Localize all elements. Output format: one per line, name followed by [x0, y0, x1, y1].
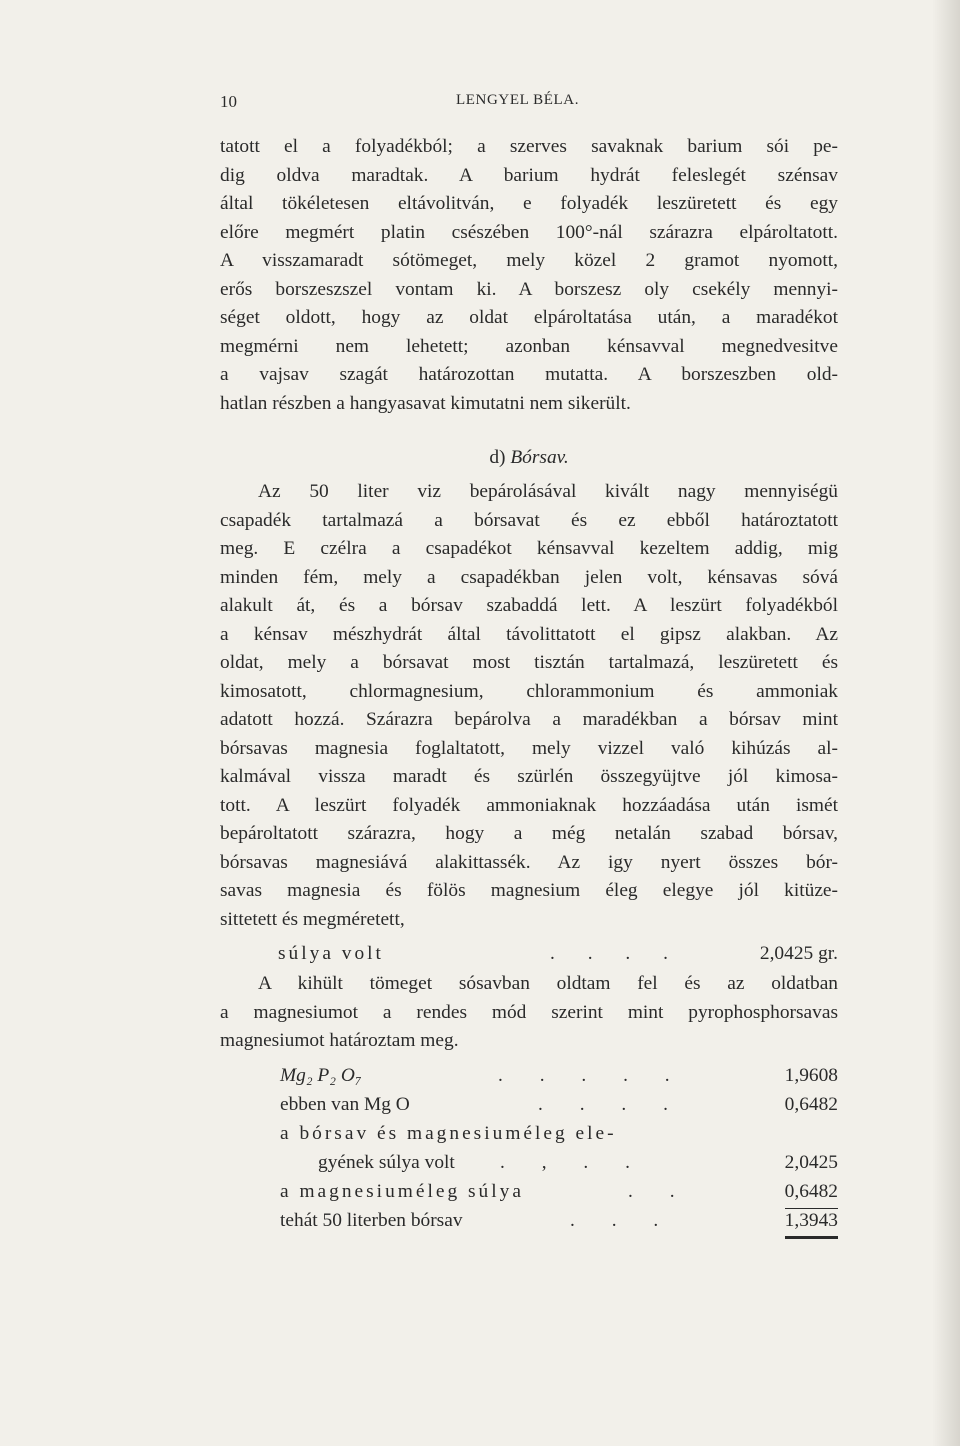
paragraph-2 [220, 478, 838, 934]
text-line: A visszamaradt sótömeget, mely közel 2 gramot nyomott, [220, 250, 838, 271]
text-line: tatott el a folyadékból; a szerves savaknak barium sói pe- [220, 136, 838, 157]
text-line: A kihült tömeget sósavban oldtam fel és az oldatban [258, 973, 838, 994]
leader-dots: . . [628, 1181, 691, 1202]
text-line: kalmával vissza maradt és szürlén összegyüjtve jól kimosa- [220, 766, 838, 787]
paragraph-3 [220, 970, 838, 1056]
page-number: 10 [220, 92, 237, 111]
calculation-table [220, 1062, 838, 1231]
paragraph-1 [220, 133, 838, 418]
text-line: megmérni nem lehetett; azonban kénsavval megnedvesitve [220, 335, 838, 357]
page-edge-shadow [932, 0, 960, 1446]
leader-dots: . . . . [538, 1094, 684, 1115]
text-line: tott. A leszürt folyadék ammoniaknak hozzáadása után ismét [220, 794, 838, 816]
calc-value: 0,6482 [784, 1094, 838, 1115]
text-line: oldat, mely a bórsavat most tisztán tartalmazá, leszüretett és [220, 652, 838, 673]
text-line: a kénsav mészhydrát által távolittatott el gipsz alakban. Az [220, 623, 838, 645]
calc-value: 1,9608 [784, 1065, 838, 1086]
weight-value: 2,0425 gr. [759, 943, 838, 964]
calc-row [220, 1091, 838, 1119]
calc-row [220, 1062, 838, 1090]
calc-row [220, 1149, 838, 1177]
calc-row [220, 1120, 838, 1148]
calc-value: 0,6482 [785, 1178, 838, 1209]
section-title: Bórsav. [510, 447, 569, 468]
leader-dots: . . . [570, 1210, 675, 1231]
calc-label: ebben van Mg O [280, 1094, 410, 1115]
calc-value: 2,0425 [784, 1152, 838, 1173]
text-line: minden fém, mely a csapadékban jelen volt, kénsavas sóvá [220, 566, 838, 588]
calc-row [220, 1178, 838, 1206]
weight-line [220, 940, 838, 968]
leader-dots: . , . . [500, 1152, 646, 1173]
text-line: magnesiumot határoztam meg. [220, 1030, 459, 1051]
text-line: a magnesiumot a rendes mód szerint mint pyrophosphorsavas [220, 1001, 838, 1023]
text-line: savas magnesia és fölös magnesium éleg elegye jól kitüze- [220, 880, 838, 901]
leader-dots: . . . . . [498, 1065, 686, 1086]
calc-label: tehát 50 literben bórsav [280, 1210, 463, 1231]
calc-label: Mg₂ P₂ O₇ [280, 1065, 362, 1086]
text-line: csapadék tartalmazá a bórsavat és ez ebből határoztatott [220, 509, 838, 531]
text-line: hatlan részben a hangyasavat kimutatni nem sikerült. [220, 392, 631, 414]
text-line: bórsavas magnesiává alakittassék. Az igy nyert összes bór- [220, 851, 838, 873]
text-line: erős borszeszszel vontam ki. A borszesz oly csekély mennyi- [220, 278, 838, 300]
text-line: bepároltatott szárazra, hogy a még netalán szabad bórsav, [220, 823, 838, 844]
running-header [220, 92, 840, 116]
calc-value: 1,3943 [785, 1207, 838, 1239]
section-heading [220, 444, 838, 472]
text-line: dig oldva maradtak. A barium hydrát feleslegét szénsav [220, 164, 838, 186]
calc-label: gyének súlya volt [318, 1152, 455, 1173]
text-line: előre megmért platin csészében 100°-nál szárazra elpároltatott. [220, 221, 838, 243]
text-line: által tökéletesen eltávolitván, e folyadék leszüretett és egy [220, 193, 838, 214]
text-line: adatott hozzá. Szárazra bepárolva a maradékban a bórsav mint [220, 709, 838, 730]
calc-label: a bórsav és magnesiuméleg ele- [280, 1123, 617, 1144]
weight-label: súlya volt [278, 943, 384, 964]
calc-row [220, 1207, 838, 1235]
text-line: Az 50 liter viz bepárolásával kivált nagy mennyiségü [258, 481, 838, 502]
text-line: a vajsav szagát határozottan mutatta. A borszeszben old- [220, 364, 838, 385]
text-line: meg. E czélra a csapadékot kénsavval kezeltem addig, mig [220, 538, 838, 559]
leader-dots: . . . . [550, 943, 682, 964]
text-line: alakult át, és a bórsav szabaddá lett. A leszürt folyadékból [220, 595, 838, 616]
text-line: bórsavas magnesia foglaltatott, mely vizzel való kihúzás al- [220, 737, 838, 759]
section-prefix: d) [489, 447, 506, 468]
text-line: kimosatott, chlormagnesium, chlorammonium és ammoniak [220, 680, 838, 702]
text-line: séget oldott, hogy az oldat elpároltatása után, a maradékot [220, 307, 838, 328]
running-title: LENGYEL BÉLA. [456, 92, 580, 108]
calc-label: a magnesiuméleg súlya [280, 1181, 524, 1202]
text-line: sittetett és megméretett, [220, 908, 405, 930]
